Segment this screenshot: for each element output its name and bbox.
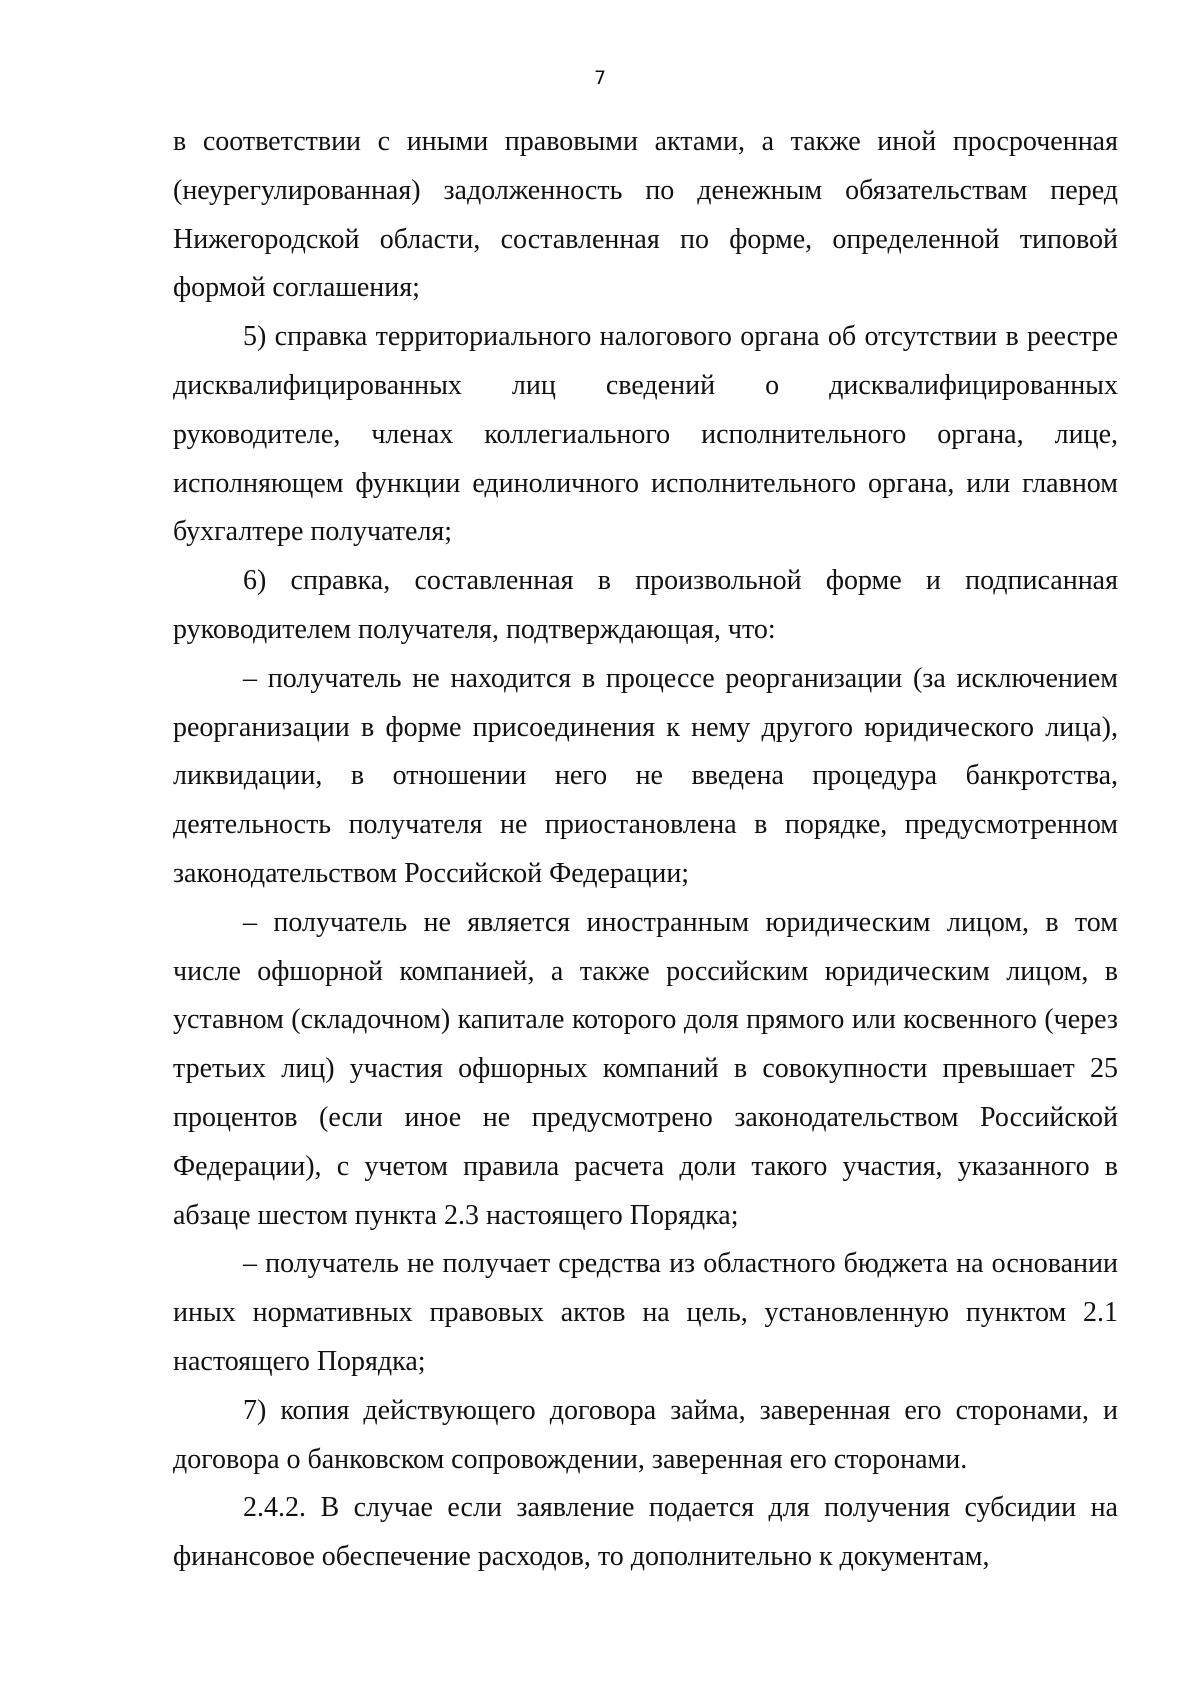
paragraph-continuation: в соответствии с иными правовыми актами, а также иной просроченная (неурегулированная) задолженность по денежным обязательствам перед Нижегородской области, составленная по форме, определенной типовой формой соглашения;	[173, 126, 1118, 304]
paragraph-item-5: 5) справка территориального налогового органа об отсутствии в реестре дисквалифицированных лиц сведений о дисквалифицированных руководителе, членах коллегиального исполнительного органа, лице, исполняющем функции единоличного исполнительного органа, или главном бухгалтере получателя;	[173, 321, 1118, 548]
paragraph-item-6: 6) справка, составленная в произвольной форме и подписанная руководителем получателя, подтверждающая, что:	[173, 565, 1118, 645]
paragraph-dash-1: – получатель не находится в процессе реорганизации (за исключением реорганизации в форме присоединения к нему другого юридического лица), ликвидации, в отношении него не введена процедура банкротства, деятельность получателя не приостановлена в порядке, предусмотренном законодательством Российской Федерации;	[173, 662, 1118, 889]
paragraph-dash-2: – получатель не является иностранным юридическим лицом, в том числе офшорной компанией, а также российским юридическим лицом, в уставном (складочном) капитале которого доля прямого или косвенного (через третьих лиц) участия офшорных компаний в совокупности превышает 25 процентов (если иное не предусмотрено законодательством Российской Федерации), с учетом правила расчета доли такого участия, указанного в абзаце шестом пункта 2.3 настоящего Порядка;	[173, 906, 1118, 1231]
paragraph-item-7: 7) копия действующего договора займа, заверенная его сторонами, и договора о банковском сопровождении, заверенная его сторонами.	[173, 1394, 1118, 1475]
document-body	[173, 118, 1118, 1582]
paragraph-dash-3: – получатель не получает средства из областного бюджета на основании иных нормативных правовых актов на цель, установленную пунктом 2.1 настоящего Порядка;	[173, 1248, 1118, 1377]
paragraph-2-4-2: 2.4.2. В случае если заявление подается для получения субсидии на финансовое обеспечение расходов, то дополнительно к документам,	[173, 1492, 1118, 1573]
page-number: 7	[593, 67, 607, 89]
